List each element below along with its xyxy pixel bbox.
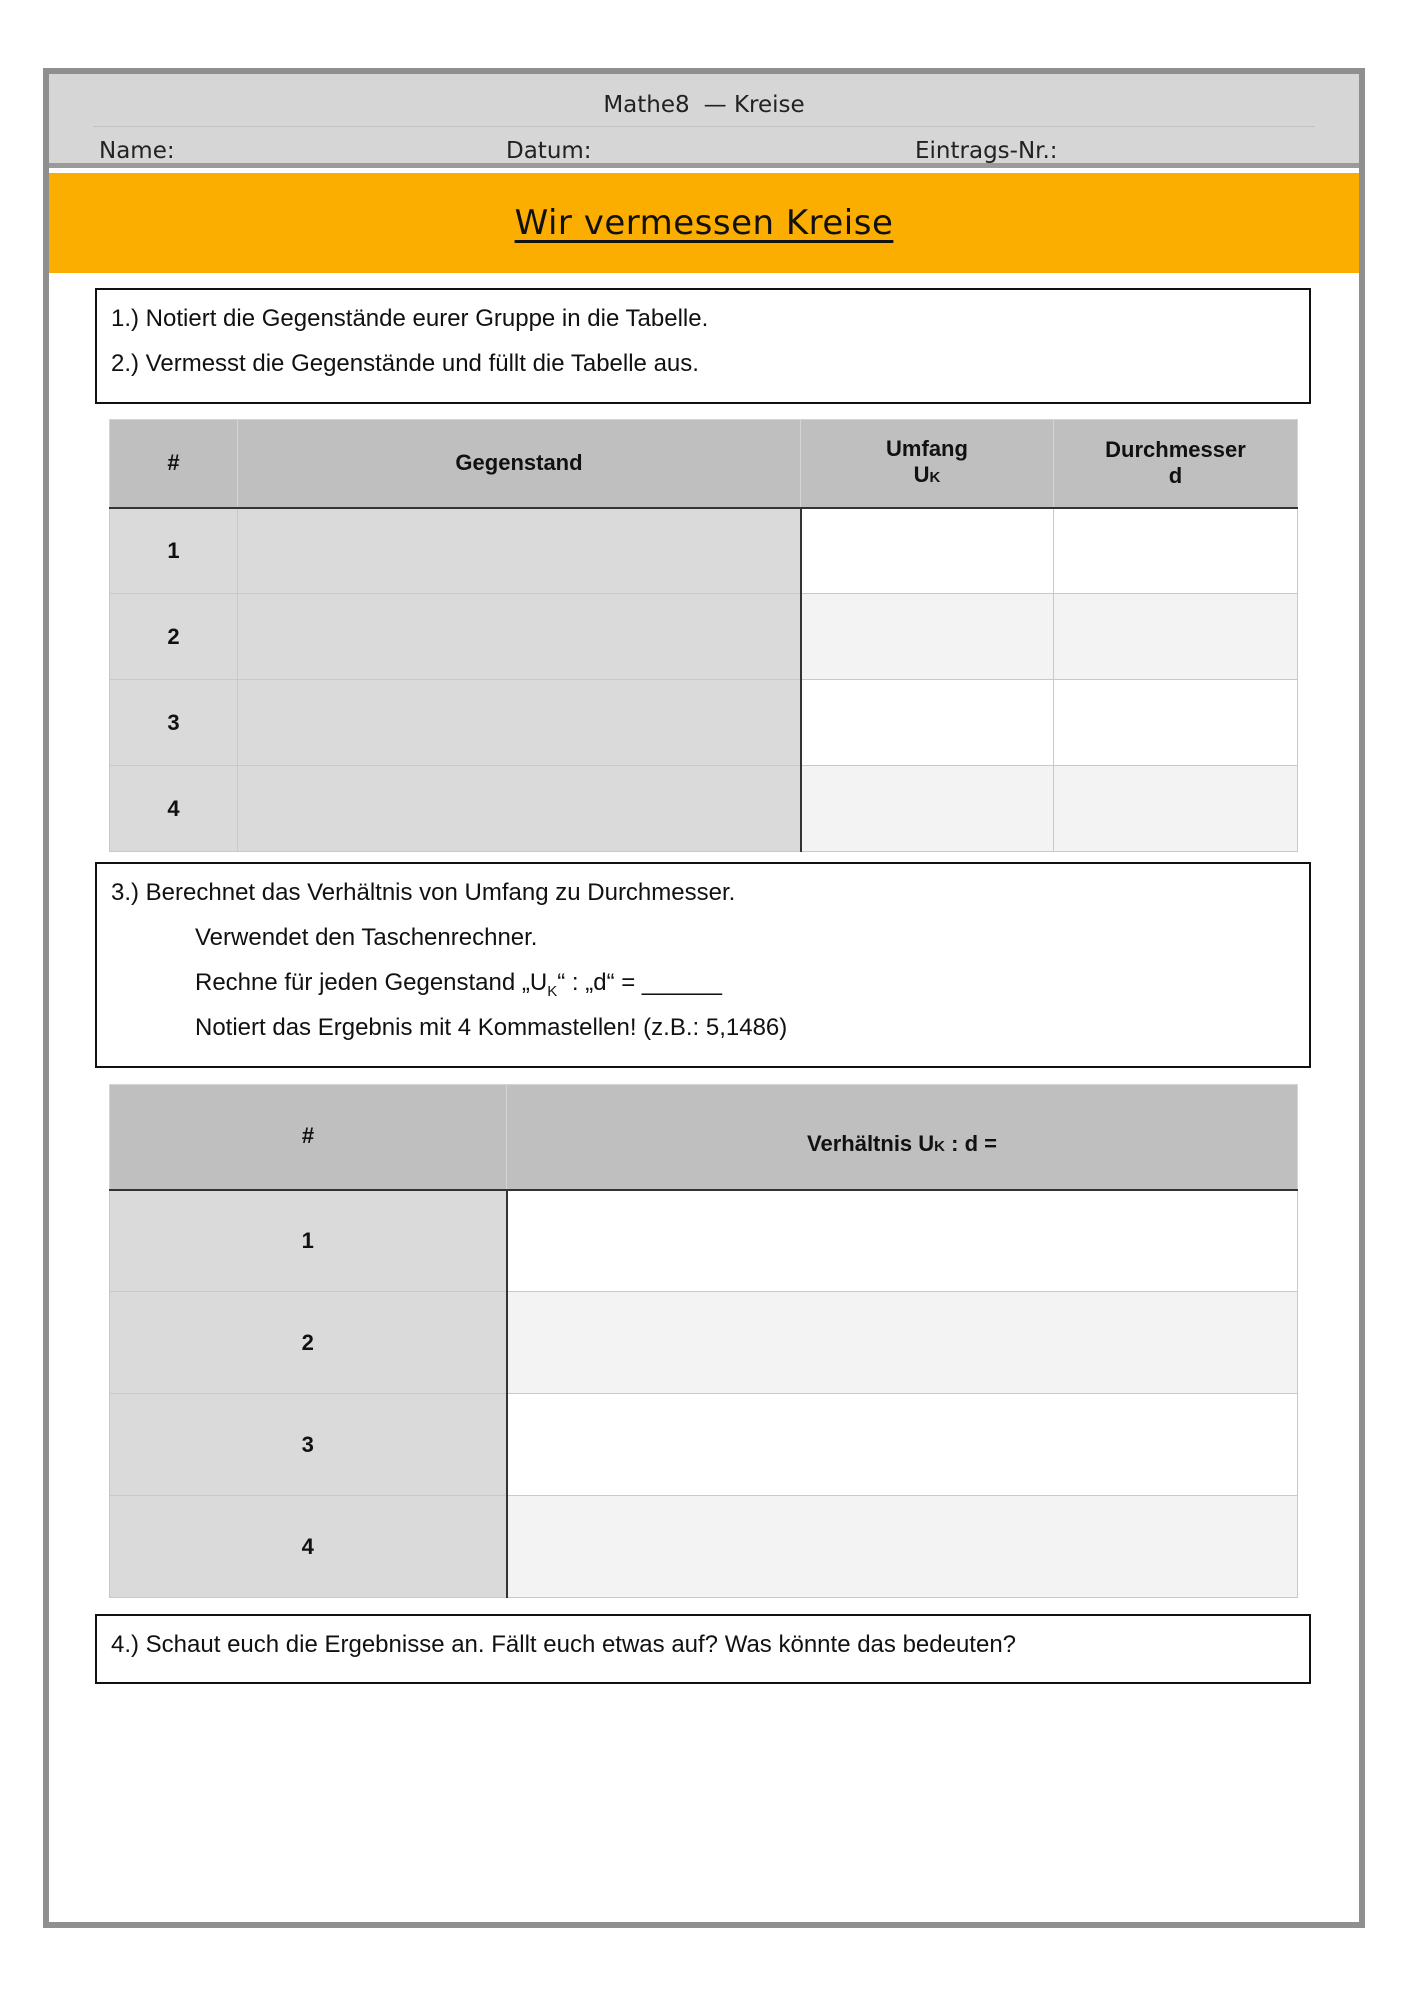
ratio-table (109, 1084, 1298, 1598)
row-number: 2 (110, 594, 238, 680)
ratio-cell[interactable] (507, 1190, 1298, 1292)
object-cell[interactable] (238, 508, 801, 594)
circumference-cell[interactable] (801, 594, 1054, 680)
worksheet-title: Wir vermessen Kreise (514, 203, 894, 243)
course-topic: Kreise (733, 92, 805, 118)
measurement-table-header (110, 420, 1298, 508)
entry-number-field-label: Eintrags-Nr.: (915, 138, 1058, 164)
task-3-formula: Rechne für jeden Gegenstand $„U_K“$ : „d“ = ______ (195, 969, 722, 1000)
header-divider (93, 126, 1315, 127)
task-2-text: 2.) Vermesst die Gegenstände und füllt die Tabelle aus. (111, 350, 699, 377)
header-diameter (1054, 420, 1298, 508)
worksheet-frame (43, 68, 1365, 1928)
header-object: Gegenstand (238, 420, 801, 508)
ratio-table-header (110, 1085, 1298, 1190)
circumference-cell[interactable] (801, 766, 1054, 852)
ratio-cell[interactable] (507, 1394, 1298, 1496)
task-3-text: 3.) Berechnet das Verhältnis von Umfang zu Durchmesser. (111, 879, 736, 906)
task-4-text: 4.) Schaut euch die Ergebnisse an. Fällt euch etwas auf? Was könnte das bedeuten? (111, 1631, 1017, 1658)
row-number: 3 (110, 680, 238, 766)
course-title (49, 92, 1359, 118)
measurement-table (109, 419, 1298, 852)
header-diameter-symbol: d (1168, 463, 1183, 489)
row-number: 4 (110, 766, 238, 852)
table-row (110, 680, 1298, 766)
ratio-cell[interactable] (507, 1292, 1298, 1394)
row-number: 1 (110, 508, 238, 594)
table-row (110, 766, 1298, 852)
circumference-cell[interactable] (801, 680, 1054, 766)
object-cell[interactable] (238, 594, 801, 680)
ratio-header-value: Verhältnis UK : d = (507, 1085, 1298, 1190)
course-dash: — (703, 92, 734, 118)
table-row (110, 1190, 1298, 1292)
ratio-cell[interactable] (507, 1496, 1298, 1598)
table-row (110, 1292, 1298, 1394)
diameter-cell[interactable] (1054, 508, 1298, 594)
header-diameter-label: Durchmesser (1105, 437, 1246, 463)
header-circumference (801, 420, 1054, 508)
date-field-label: Datum: (506, 138, 592, 164)
task-3-calculator-hint: Verwendet den Taschenrechner. (195, 924, 538, 951)
worksheet-header (49, 74, 1359, 168)
task-box-3 (95, 862, 1311, 1068)
header-circumference-symbol: UK (913, 461, 941, 487)
object-cell[interactable] (238, 680, 801, 766)
ratio-header-number: # (110, 1085, 507, 1190)
object-cell[interactable] (238, 766, 801, 852)
table-row (110, 508, 1298, 594)
table-row (110, 1394, 1298, 1496)
course-name: Mathe8 (603, 92, 690, 118)
diameter-cell[interactable] (1054, 680, 1298, 766)
title-banner (49, 173, 1359, 273)
task-1-text: 1.) Notiert die Gegenstände eurer Gruppe in die Tabelle. (111, 305, 709, 332)
row-number: 2 (110, 1292, 507, 1394)
row-number: 4 (110, 1496, 507, 1598)
row-number: 1 (110, 1190, 507, 1292)
table-row (110, 1496, 1298, 1598)
header-circumference-label: Umfang (886, 435, 968, 461)
task-3-precision-hint: Notiert das Ergebnis mit 4 Kommastellen! (z.B.: 5,1486) (195, 1014, 788, 1041)
name-field-label: Name: (99, 138, 175, 164)
task-box-1-2 (95, 288, 1311, 404)
row-number: 3 (110, 1394, 507, 1496)
task-box-4 (95, 1614, 1311, 1684)
diameter-cell[interactable] (1054, 766, 1298, 852)
diameter-cell[interactable] (1054, 594, 1298, 680)
table-row (110, 594, 1298, 680)
header-number: # (110, 420, 238, 508)
circumference-cell[interactable] (801, 508, 1054, 594)
